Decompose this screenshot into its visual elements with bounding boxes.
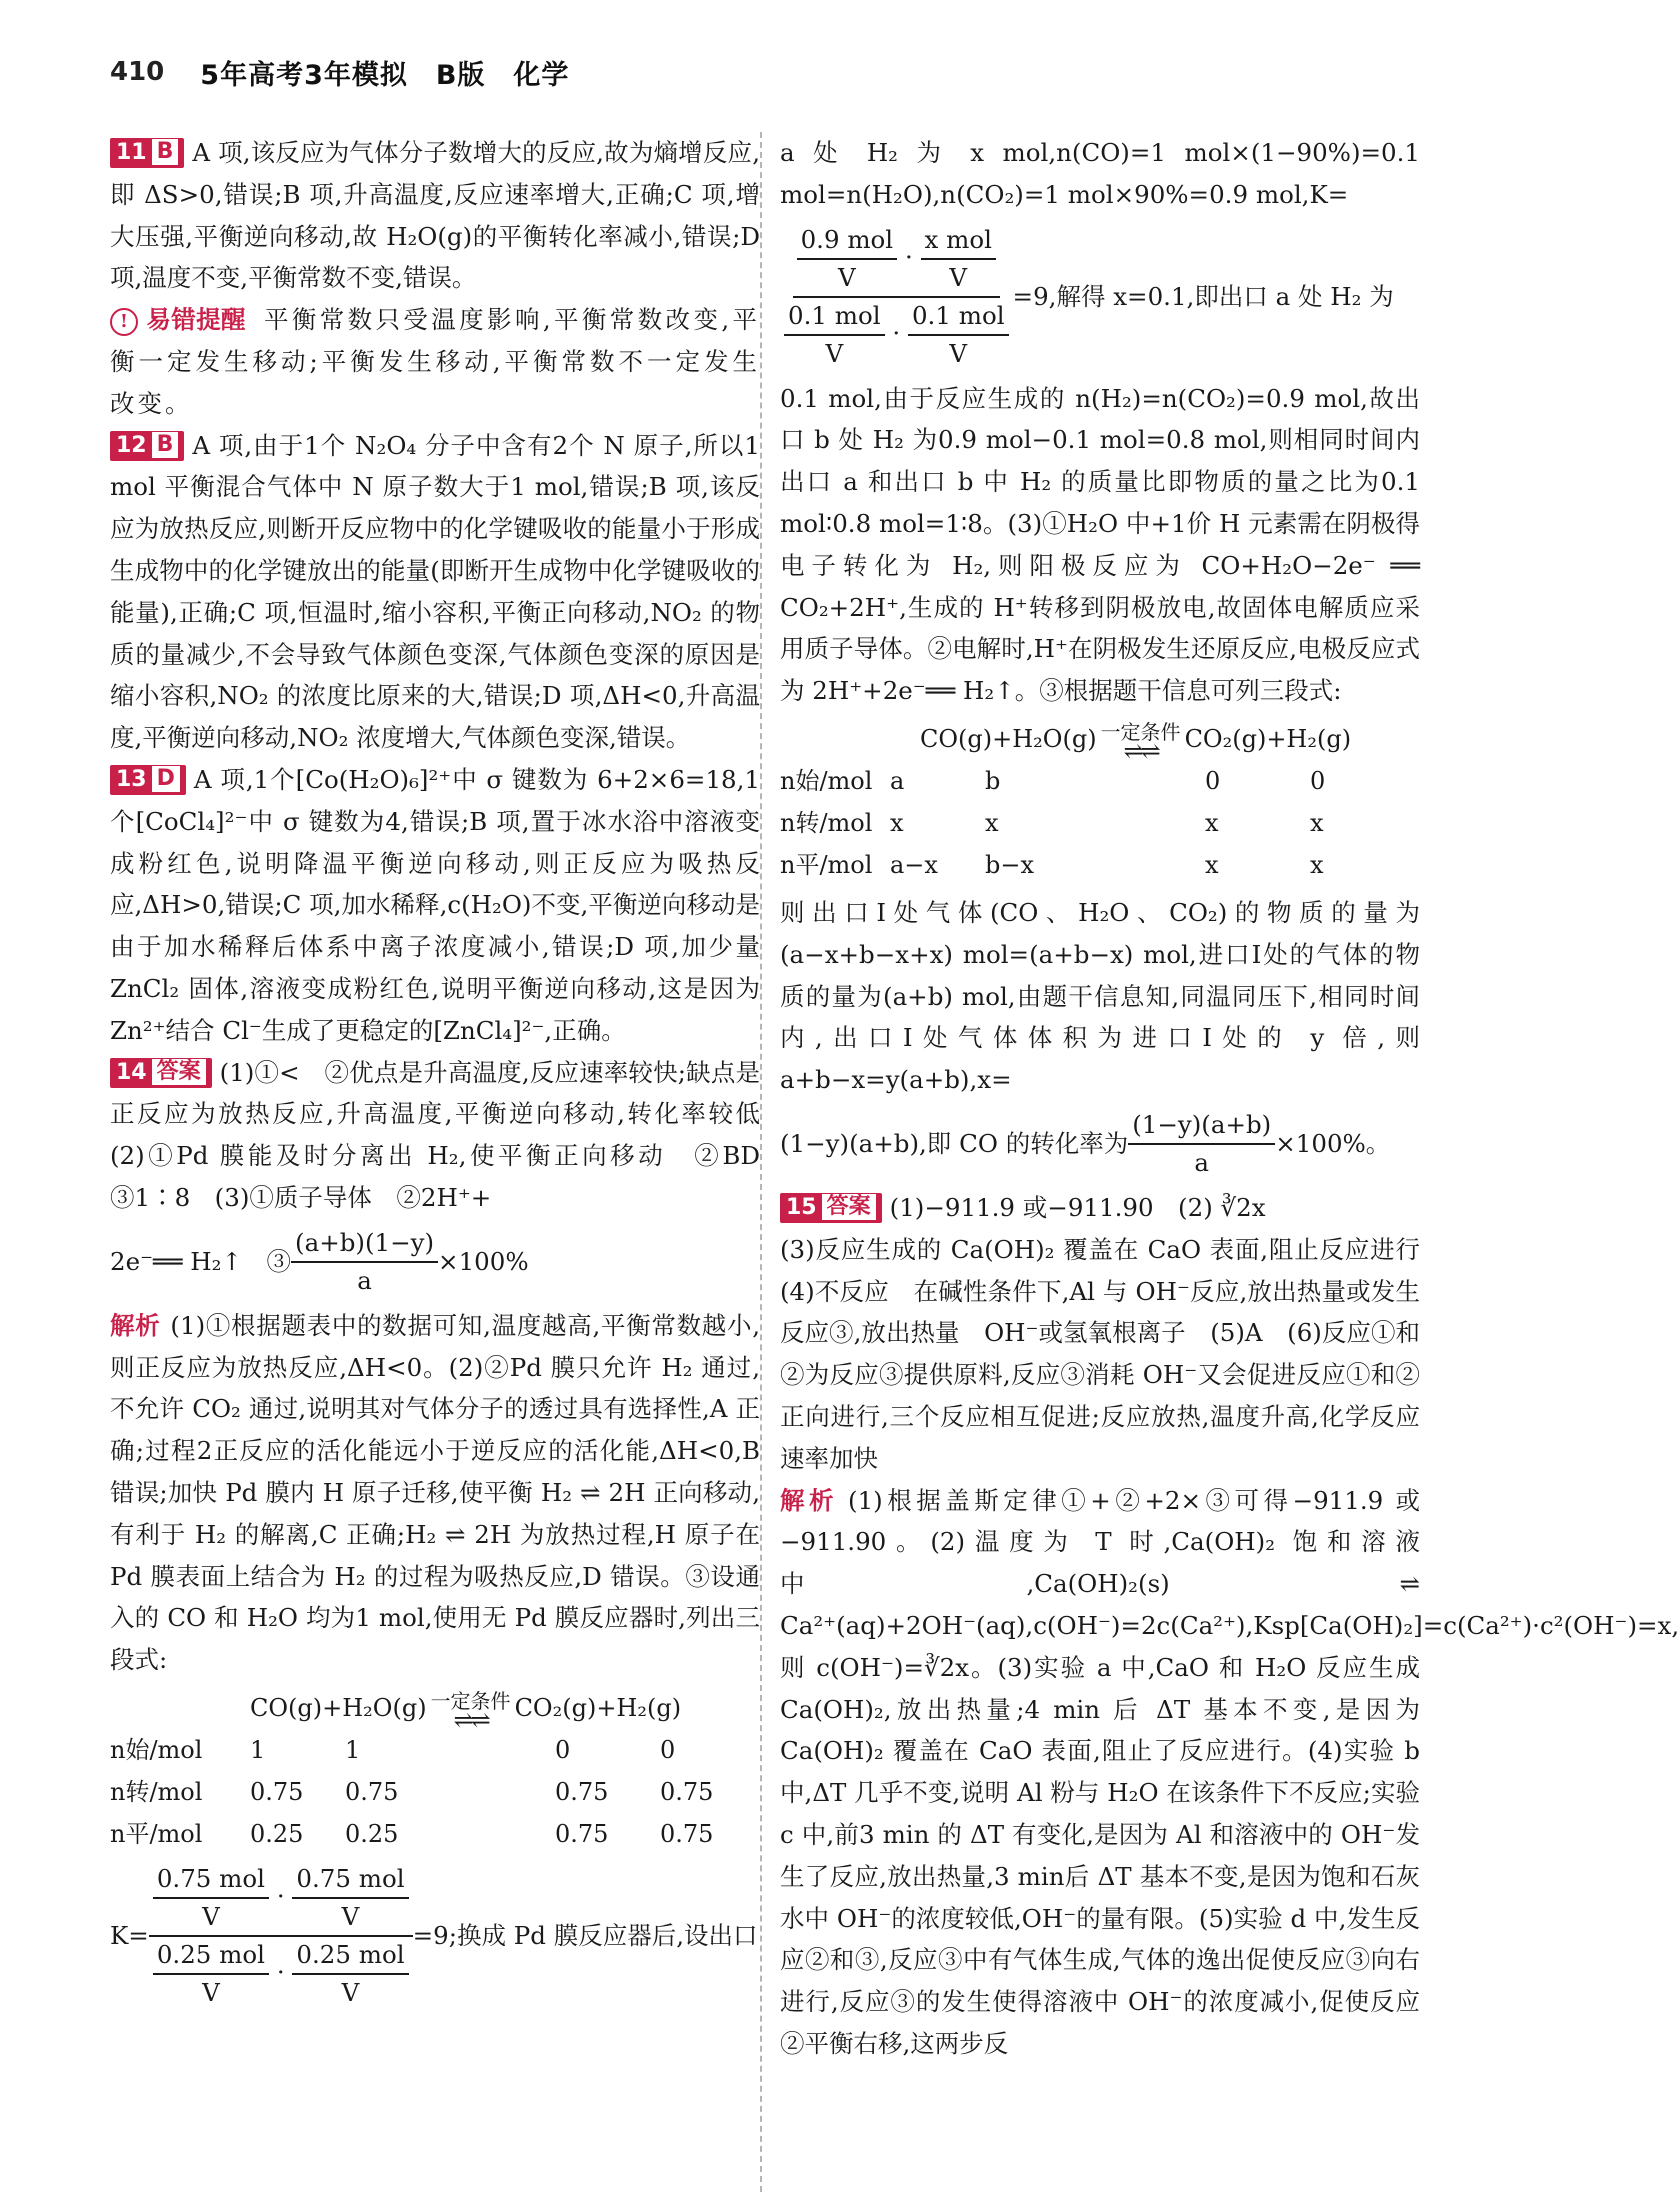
question-text: A 项,该反应为气体分子数增大的反应,故为熵增反应,即 ΔS>0,错误;B 项,升高温度,反应速率增大,正确;C 项,增大压强,平衡逆向移动,故 H₂O(g)的平衡转化率减小,错误;D 项,温度不变,平衡常数不变,错误。 [110, 138, 760, 293]
stage-table [110, 1729, 713, 1855]
page-header [110, 52, 1410, 92]
table-row: n平/mol a−x b−x x x [780, 844, 1325, 886]
stage-table [780, 760, 1325, 886]
fraction-denominator: $\frac{\text{0.25 mol}}{V}$ · $\frac{\text{0.25 mol}}{V}$ [149, 1937, 413, 2011]
book-title: 5年高考3年模拟 B版 化学 [200, 59, 570, 91]
continuation-text: 则出口Ⅰ处气体(CO、H₂O、CO₂)的物质的量为(a−x+b−x+x) mol=(a+b−x) mol,进口Ⅰ处的气体的物质的量为(a+b) mol,由题干信息知,同温同压下,相同时间内,出口Ⅰ处气体体积为进口Ⅰ处的 y 倍,则 a+b−x=y(a+b),x= [780, 897, 1420, 1095]
fraction [291, 1225, 438, 1299]
table-row: n始/mol 1 1 0 0 [110, 1729, 713, 1771]
warning-text: 平衡常数只受温度影响,平衡常数改变,平衡一定发生移动;平衡发生移动,平衡常数不一定发生改变。 [110, 305, 761, 418]
table-row: n平/mol 0.25 0.25 0.75 0.75 [110, 1813, 713, 1855]
answer-letter: B [152, 432, 179, 458]
three-stage-table-right [780, 718, 1420, 886]
conversion-expression: (1−y)(a+b),即 CO 的转化率为 $\frac{(1-y)(a+b)}{a}$ ×100%。 [780, 1107, 1420, 1181]
analysis-label: 解析 [780, 1485, 839, 1515]
equation-rhs: CO₂(g)+H₂(g) [1184, 724, 1352, 753]
question-13 [110, 759, 760, 1052]
question-15-answer-cont: (3)反应生成的 Ca(OH)₂ 覆盖在 CaO 表面,阻止反应进行 (4)不反应 在碱性条件下,Al 与 OH⁻反应,放出热量或发生反应③,放出热量 OH⁻或氢氧根离子 (5)A (6)反应①和②为反应③提供原料,反应③消耗 OH⁻又会促进反应①和②正向进行,三个反应相互促进;反应放热,温度升高,化学反应速率加快 [780, 1234, 1445, 1473]
exclamation-icon: ! [110, 308, 138, 336]
right-column [780, 132, 1679, 2065]
reaction-equation [110, 1687, 760, 1735]
fraction-denominator: $\frac{\text{0.1 mol}}{V}$ · $\frac{\text{0.1 mol}}{V}$ [780, 298, 1013, 372]
page-number: 410 [110, 57, 165, 87]
answer-label: 答案 [152, 1059, 206, 1085]
equation-lhs: CO(g)+H₂O(g) [250, 1693, 427, 1722]
fraction-numerator: $\frac{\text{0.9 mol}}{V}$ · $\frac{\text{x mol}}{V}$ [793, 222, 1000, 298]
question-14-analysis [110, 1305, 760, 1681]
question-12 [110, 425, 760, 759]
analysis-text: (1)根据盖斯定律①+②+2×③可得−911.9 或−911.90。(2)温度为 T 时,Ca(OH)₂ 饱和溶液中,Ca(OH)₂(s) ⇌ Ca²⁺(aq)+2OH⁻(aq),c(OH⁻)=2c(Ca²⁺),Ksp[Ca(OH)₂]=c(Ca²⁺)·c²(OH⁻)=x,则 c(OH⁻)=∛2x。(3)实验 a 中,CaO 和 H₂O 反应生成 Ca(OH)₂,放出热量;4 min 后 ΔT 基本不变,是因为 Ca(OH)₂ 覆盖在 CaO 表面,阻止了反应进行。(4)实验 b 中,ΔT 几乎不变,说明 Al 粉与 H₂O 在该条件下不反应;实验 c 中,前3 min 的 ΔT 有变化,是因为 Al 和溶液中的 OH⁻发生了反应,放出热量,3 min后 ΔT 基本不变,是因为饱和石灰水中 OH⁻的浓度较低,OH⁻的量有限。(5)实验 d 中,发生反应②和③,反应③中有气体生成,气体的逸出促使反应③向右进行,反应③的发生使得溶液中 OH⁻的浓度减小,促使反应②平衡右移,这两步反 [780, 1485, 1679, 2058]
row-label: n转/mol [780, 808, 873, 837]
table-row: n始/mol a b 0 0 [780, 760, 1325, 802]
question-number-badge: 13 D [110, 765, 186, 795]
equation-lhs: CO(g)+H₂O(g) [920, 724, 1097, 753]
question-11 [110, 132, 760, 299]
fraction-numerator: (a+b)(1−y) [291, 1225, 438, 1263]
compound-fraction [149, 1861, 413, 2011]
row-label: n始/mol [780, 766, 873, 795]
fraction [1128, 1107, 1275, 1181]
percent-suffix: ×100% [438, 1246, 529, 1276]
question-number-badge: 15 答案 [780, 1193, 882, 1223]
fraction-denominator: a [1194, 1147, 1210, 1177]
reaction-equation [780, 718, 1420, 766]
fraction-numerator: $\frac{\text{0.75 mol}}{V}$ · $\frac{\text{0.75 mol}}{V}$ [149, 1861, 413, 1937]
analysis-label: 解析 [110, 1310, 161, 1340]
reaction-condition: 一定条件 ⇌⇌ [1100, 720, 1181, 766]
answer-letter: B [152, 139, 179, 165]
warning-label: 易错提醒 [146, 305, 246, 335]
warning-note [110, 299, 760, 424]
question-text: A 项,1个[Co(H₂O)₆]²⁺中 σ 键数为 6+2×6=18,1个[CoCl₄]²⁻中 σ 键数为4,错误;B 项,置于冰水浴中溶液变成粉红色,说明降温平衡逆向移动,则正反应为吸热反应,ΔH>0,错误;C 项,加水稀释,c(H₂O)不变,平衡逆向移动是由于加水稀释后体系中离子浓度减小,错误;D 项,加少量 ZnCl₂ 固体,溶液变成粉红色,说明平衡逆向移动,这是因为 Zn²⁺结合 Cl⁻生成了更稳定的[ZnCl₄]²⁻,正确。 [110, 764, 760, 1045]
k-prefix: K= [110, 1920, 149, 1950]
row-label: n转/mol [110, 1777, 203, 1806]
continuation-text: a 处 H₂ 为 x mol,n(CO)=1 mol×(1−90%)=0.1 mol=n(H₂O),n(CO₂)=1 mol×90%=0.9 mol,K= [780, 138, 1420, 209]
k-expression-left [110, 1861, 760, 2011]
question-number-badge: 14 答案 [110, 1058, 212, 1088]
question-15-analysis [780, 1480, 1679, 2065]
answer-text: (1)①< ②优点是升高温度,反应速率较快;缺点是正反应为放热反应,升高温度,平衡逆向移动,转化率较低 (2)①Pd 膜能及时分离出 H₂,使平衡正向移动 ②BD ③1∶8 (3)①质子导体 ②2H⁺+ [110, 1057, 785, 1212]
fraction-denominator: a [357, 1265, 372, 1295]
question-14-answer [110, 1052, 785, 1219]
question-number-badge: 11 B [110, 138, 184, 168]
equation-rhs: CO₂(g)+H₂(g) [514, 1693, 682, 1722]
compound-fraction [780, 222, 1013, 372]
question-text: A 项,由于1个 N₂O₄ 分子中含有2个 N 原子,所以1 mol 平衡混合气体中 N 原子数大于1 mol,错误;B 项,该反应为放热反应,则断开反应物中的化学键吸收的能量小于形成生成物中的化学键放出的能量(即断开生成物中化学键吸收的能量),正确;C 项,恒温时,缩小容积,平衡正向移动,NO₂ 的物质的量减少,不会导致气体颜色变深,气体颜色变深的原因是缩小容积,NO₂ 的浓度比原来的大,错误;D 项,ΔH<0,升高温度,平衡逆向移动,NO₂ 浓度增大,气体颜色变深,错误。 [110, 430, 760, 753]
row-label: n平/mol [110, 1819, 203, 1848]
row-label: n始/mol [110, 1735, 203, 1764]
question-15-answer [780, 1187, 1420, 1229]
three-stage-table-left [110, 1687, 760, 1855]
answer-tail-text: 2e⁻══ H₂↑ ③ [110, 1246, 292, 1276]
answer-tail [110, 1225, 760, 1299]
answer-label: 答案 [822, 1194, 876, 1220]
fraction-numerator: (1−y)(a+b) [1128, 1107, 1275, 1145]
analysis-text: (1)①根据题表中的数据可知,温度越高,平衡常数越小,则正反应为放热反应,ΔH<0。(2)②Pd 膜只允许 H₂ 通过,不允许 CO₂ 通过,说明其对气体分子的透过具有选择性,A 正确;过程2正反应的活化能远小于逆反应的活化能,ΔH<0,B 错误;加快 Pd 膜内 H 原子迁移,使平衡 H₂ ⇌ 2H 正向移动,有利于 H₂ 的解离,C 正确;H₂ ⇌ 2H 为放热过程,H 原子在 Pd 膜表面上结合为 H₂ 的过程为吸热反应,D 错误。③设通入的 CO 和 H₂O 均为1 mol,使用无 Pd 膜反应器时,列出三段式: [110, 1310, 760, 1675]
table-row: n转/mol x x x x [780, 802, 1325, 844]
left-column [110, 132, 785, 2017]
answer-text: (1)−911.9 或−911.90 (2) ∛2x [889, 1192, 1266, 1222]
k-expression-right [780, 222, 1420, 372]
k-suffix: =9,解得 x=0.1,即出口 a 处 H₂ 为 [1012, 281, 1394, 311]
reaction-condition: 一定条件 ⇌⇌ [430, 1689, 511, 1735]
question-number-badge: 12 B [110, 431, 184, 461]
table-row: n转/mol 0.75 0.75 0.75 0.75 [110, 1771, 713, 1813]
equilibrium-arrow-icon: ⇌⇌ [453, 1706, 488, 1735]
row-label: n平/mol [780, 850, 873, 879]
k-suffix: =9;换成 Pd 膜反应器后,设出口 [412, 1920, 758, 1950]
equilibrium-arrow-icon: ⇌⇌ [1123, 737, 1158, 766]
answer-letter: D [152, 766, 180, 792]
continuation-text: 0.1 mol,由于反应生成的 n(H₂)=n(CO₂)=0.9 mol,故出口 b 处 H₂ 为0.9 mol−0.1 mol=0.8 mol,则相同时间内出口 a 和出口 b 中 H₂ 的质量比即物质的量之比为0.1 mol∶0.8 mol=1∶8。(3)①H₂O 中+1价 H 元素需在阴极得电子转化为 H₂,则阳极反应为 CO+H₂O−2e⁻ ══ CO₂+2H⁺,生成的 H⁺转移到阴极放电,故固体电解质应采用质子导体。②电解时,H⁺在阴极发生还原反应,电极反应式为 2H⁺+2e⁻══ H₂↑。③根据题干信息可列三段式: [780, 383, 1420, 706]
